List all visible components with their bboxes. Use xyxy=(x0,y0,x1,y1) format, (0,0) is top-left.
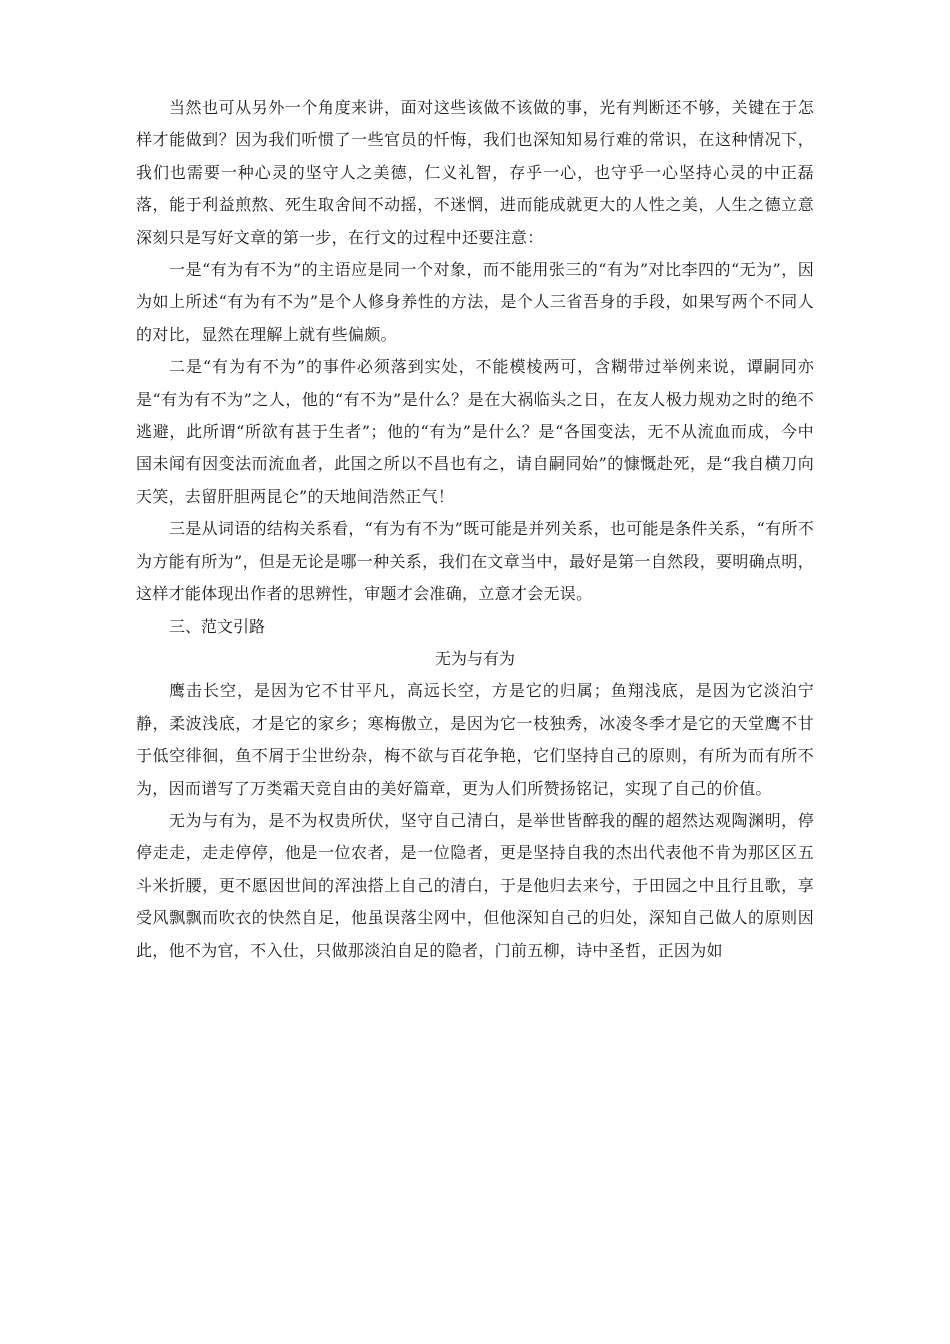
section-heading: 三、范文引路 xyxy=(169,616,266,636)
essay-paragraph-two: 无为与有为，是不为权贵所伏，坚守自己清白，是举世皆醉我的醒的超然达观陶渊明，停停走走，走走停停，他是一位农者，是一位隐者，更是坚持自我的杰出代表他不肯为那区区五斗米折腰，更不愿因世间的浑浊搭上自己的清白，于是他归去来兮，于田园之中且行且歌，享受风飘飘而吹衣的快然自足，他虽误落尘网中，但他深知自己的归处，深知自己做人的原则因此，他不为官，不入仕，只做那淡泊自足的隐者，门前五柳，诗中圣哲，正因为如 xyxy=(136,810,814,960)
document-body xyxy=(136,92,814,967)
paragraph-point-one: 一是“有为有不为”的主语应是同一个对象，而不能用张三的“有为”对比李四的“无为”，因为如上所述“有为有不为”是个人修身养性的方法，是个人三省吾身的手段，如果写两个不同人的对比，显然在理解上就有些偏颇。 xyxy=(136,260,814,344)
paragraph-point-two: 二是“有为有不为”的事件必须落到实处，不能模棱两可，含糊带过举例来说，谭嗣同亦是“有为有不为”之人，他的“有不为”是什么？是在大祸临头之日，在友人极力规劝之时的绝不逃避，此所谓“所欲有甚于生者”；他的“有为”是什么？是“各国变法，无不从流血而成，今中国未闻有因变法而流血者，此国之所以不昌也有之，请自嗣同始”的慷慨赴死，是“我自横刀向天笑，去留肝胆两昆仑”的天地间浩然正气！ xyxy=(136,357,814,506)
essay-title: 无为与有为 xyxy=(434,648,515,668)
essay-paragraph-one: 鹰击长空，是因为它不甘平凡，高远长空，方是它的归属；鱼翔浅底，是因为它淡泊宁静，柔波浅底，才是它的家乡；寒梅傲立，是因为它一枝独秀，冰凌冬季才是它的天堂鹰不甘于低空徘徊，鱼不屑于尘世纷杂，梅不欲与百花争艳，它们坚持自己的原则，有所为而有所不为，因而谱写了万类霜天竞自由的美好篇章，更为人们所赞扬铭记，实现了自己的价值。 xyxy=(136,681,814,798)
paragraph-key-point: 当然也可从另外一个角度来讲，面对这些该做不该做的事，光有判断还不够，关键在于怎样才能做到？因为我们听惯了一些官员的忏悔，我们也深知知易行难的常识，在这种情况下，我们也需要一种心灵的坚守人之美德，仁义礼智，存乎一心，也守乎一心坚持心灵的中正磊落，能于利益煎熬、死生取舍间不动摇，不迷惘，进而能成就更大的人性之美，人生之德立意深刻只是写好文章的第一步，在行文的过程中还要注意： xyxy=(136,98,814,247)
paragraph-point-three: 三是从词语的结构关系看，“有为有不为”既可能是并列关系，也可能是条件关系，“有所不为方能有所为”，但是无论是哪一种关系，我们在文章当中，最好是第一自然段，要明确点明，这样才能体现出作者的思辨性，审题才会准确，立意才会无误。 xyxy=(136,519,814,604)
